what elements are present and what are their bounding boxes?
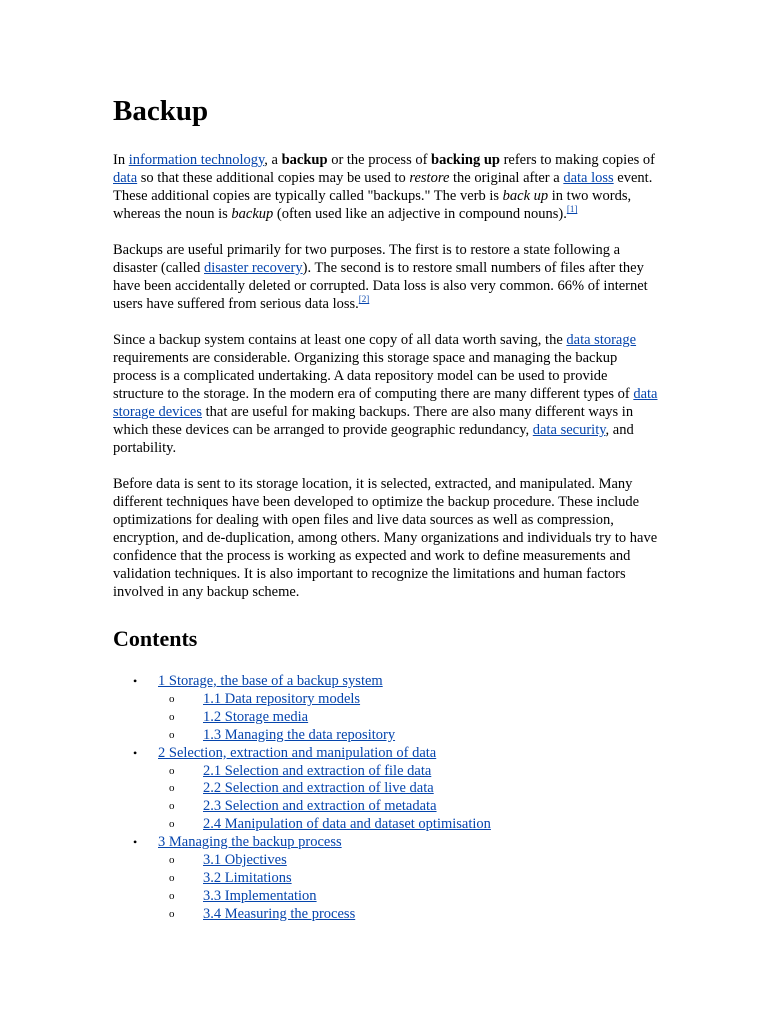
table-of-contents — [113, 673, 658, 924]
text: , a — [264, 152, 282, 168]
circle-bullet-icon: o — [169, 692, 175, 705]
toc-link[interactable]: 1.3 Managing the data repository — [203, 726, 396, 743]
text: requirements are considerable. Organizing this storage space and managing the backup process is a complicated undertaking. A data repository model can be used to provide structure to the storage. In the modern era of computing there are many different types of — [113, 350, 634, 402]
text: refers to making copies of — [499, 152, 655, 168]
italic-term: back up — [502, 188, 549, 204]
circle-bullet-icon: o — [169, 907, 175, 920]
toc-subitem — [158, 870, 658, 888]
circle-bullet-icon: o — [169, 871, 175, 884]
toc-subitem — [158, 888, 658, 906]
text: , and portability. — [113, 422, 634, 456]
storage-paragraph — [113, 331, 658, 457]
toc-sublist — [158, 763, 658, 835]
toc-subitem — [158, 906, 658, 924]
bold-term: backup — [281, 152, 328, 168]
circle-bullet-icon: o — [169, 818, 175, 831]
toc-subitem — [158, 780, 658, 798]
circle-bullet-icon: o — [169, 782, 175, 795]
toc-subitem — [158, 709, 658, 727]
text: Backups are useful primarily for two purposes. The first is to restore a state following a disaster (called — [113, 242, 621, 276]
toc-link[interactable]: 2.4 Manipulation of data and dataset optimisation — [203, 816, 491, 833]
text: In — [113, 152, 129, 168]
toc-item — [113, 745, 658, 835]
text: in two words, whereas the noun is — [113, 188, 632, 222]
link-data-security[interactable]: data security — [532, 422, 606, 438]
toc-item — [113, 834, 658, 924]
bold-term: backing up — [431, 152, 500, 168]
toc-subitem — [158, 798, 658, 816]
text: so that these additional copies may be used to — [137, 170, 410, 186]
toc-sublist — [158, 852, 658, 924]
toc-link[interactable]: 3.1 Objectives — [203, 852, 287, 869]
link-data-storage-devices[interactable]: data storage devices — [113, 386, 658, 420]
toc-link[interactable]: 2.3 Selection and extraction of metadata — [203, 798, 437, 815]
link-data-loss[interactable]: data loss — [563, 170, 614, 186]
intro-paragraph — [113, 151, 658, 223]
toc-link[interactable]: 1.1 Data repository models — [203, 690, 361, 707]
toc-link[interactable]: 1 Storage, the base of a backup system — [158, 673, 383, 689]
bullet-icon: • — [133, 674, 138, 688]
text: or the process of — [327, 152, 432, 168]
text: that are useful for making backups. There are also many different ways in which these devices can be arranged to provide geographic redundancy, — [113, 404, 634, 438]
toc-sublist — [158, 691, 658, 745]
article — [113, 92, 658, 924]
italic-term: backup — [231, 206, 274, 222]
toc-item — [113, 673, 658, 745]
toc-link[interactable]: 2.1 Selection and extraction of file data — [203, 762, 432, 779]
toc-link[interactable]: 1.2 Storage media — [203, 708, 309, 725]
toc-subitem — [158, 763, 658, 781]
toc-link[interactable]: 3.2 Limitations — [203, 869, 292, 886]
text: event. These additional copies are typically called "backups." The verb is — [113, 170, 653, 204]
bullet-icon: • — [133, 745, 138, 760]
text: the original after a — [449, 170, 564, 186]
toc-subitem — [158, 691, 658, 709]
circle-bullet-icon: o — [169, 710, 175, 723]
circle-bullet-icon: o — [169, 889, 175, 902]
page-title: Backup — [113, 95, 209, 127]
toc-subitem — [158, 852, 658, 870]
toc-link[interactable]: 3.4 Measuring the process — [203, 905, 356, 922]
toc-link[interactable]: 2.2 Selection and extraction of live data — [203, 780, 434, 797]
contents-heading: Contents — [113, 626, 198, 651]
link-information-technology[interactable]: information technology — [128, 152, 265, 168]
text: (often used like an adjective in compound nouns). — [273, 206, 567, 222]
link-data-storage[interactable]: data storage — [566, 332, 637, 348]
link-data[interactable]: data — [113, 170, 138, 186]
circle-bullet-icon: o — [169, 764, 175, 777]
reference-link-2[interactable]: [2] — [358, 294, 370, 304]
toc-link[interactable]: 3.3 Implementation — [203, 887, 317, 904]
bullet-icon: • — [133, 835, 138, 850]
text: ). The second is to restore small numbers of files after they have been accidentally deleted or corrupted. Data loss is also very common. 66% of internet users have suffered from serious data loss. — [113, 260, 648, 312]
toc-link[interactable]: 2 Selection, extraction and manipulation of data — [158, 744, 437, 761]
text: Since a backup system contains at least one copy of all data worth saving, the — [113, 332, 567, 348]
link-disaster-recovery[interactable]: disaster recovery — [204, 260, 303, 276]
italic-term: restore — [409, 170, 450, 186]
toc-subitem — [158, 727, 658, 745]
techniques-paragraph: Before data is sent to its storage location, it is selected, extracted, and manipulated. Many different techniques have been developed to optimize the backup procedure. These include optimizations for dealing with open files and live data sources as well as compression, encryption, and de-duplication, among others. Many organizations and individuals try to have confidence that the process is working as expected and work to define measurements and validation techniques. It is also important to recognize the limitations and human factors involved in any backup scheme. — [113, 476, 658, 600]
reference-link-1[interactable]: [1] — [566, 204, 578, 214]
toc-link[interactable]: 3 Managing the backup process — [158, 834, 342, 851]
circle-bullet-icon: o — [169, 800, 175, 813]
circle-bullet-icon: o — [169, 728, 175, 741]
circle-bullet-icon: o — [169, 854, 175, 867]
toc-subitem — [158, 816, 658, 834]
purposes-paragraph — [113, 241, 658, 313]
